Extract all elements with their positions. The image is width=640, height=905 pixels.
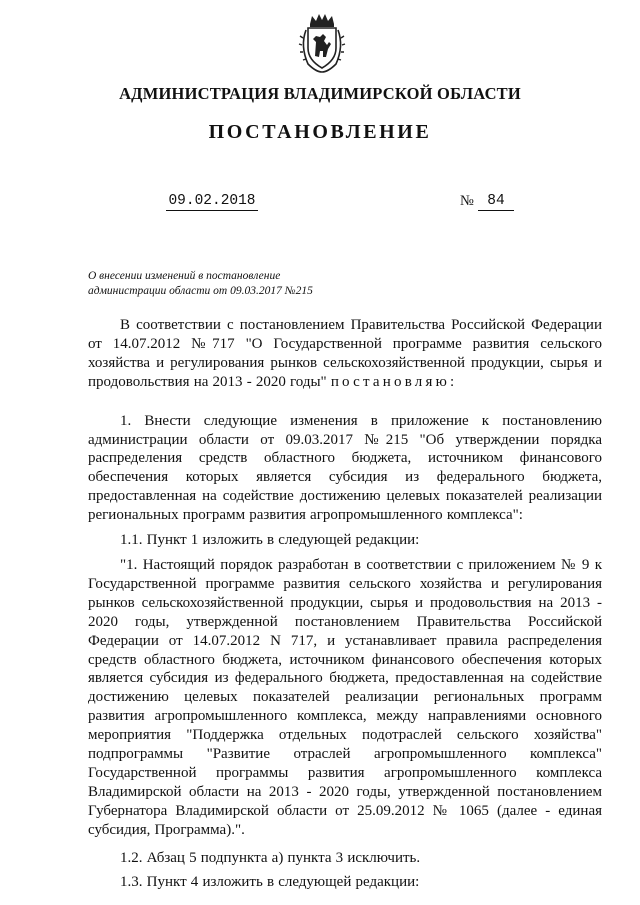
organization-name: АДМИНИСТРАЦИЯ ВЛАДИМИРСКОЙ ОБЛАСТИ <box>119 84 521 103</box>
document-type-title: ПОСТАНОВЛЕНИЕ <box>208 121 432 143</box>
document-number-label: № <box>460 193 474 209</box>
subject-line: администрации области от 09.03.2017 №215 <box>88 285 313 297</box>
decree-word: постановляю: <box>330 373 458 390</box>
item-1-1-text-paragraph: "1. Настоящий порядок разработан в соответствии с приложением № 9 к Государственной программе развития сельского хозяйства и регулирования рынков сельскохозяйственной продукции, сырья и продовольствия на 2013 - 2020 годы, утвержденной постановлением Правительства Российской Федерации от 14.07.2012 N 717, и устанавливает правила распределения средств областного бюджета, источником финансового обеспечения которых является субсидия из федерального бюджета, предоставленная на содействие достижению целевых показателей реализации региональных программ развития агропромышленного комплекса, между направлениями основного мероприятия "Поддержка отдельных подотраслей сельского хозяйства" подпрограммы "Развитие отраслей агропромышленного комплекса" Государственной программы развития агропромышленного комплекса Владимирской области на 2013 - 2020 годы, утвержденной постановлением Губернатора Владимирской области от 25.09.2012 № 1065 (далее - единая субсидия, Программа).". <box>88 556 602 838</box>
item-1-paragraph: 1. Внести следующие изменения в приложение к постановлению администрации области от 09.03.2017 №215 "Об утверждении порядка распределения средств областного бюджета, источником финансового обеспечения которых является субсидия из федерального бюджета, предоставленная на содействие достижению целевых показателей реализации региональных программ развития агропромышленного комплекса": <box>88 412 602 524</box>
document-number: 84 <box>478 193 514 211</box>
preamble-text: В соответствии с постановлением Правительства Российской Федерации от 14.07.2012 №717 "О Государственной программе развития сельского хозяйства и регулирования рынков сельскохозяйственной продукции, сырья и продовольствия на 2013 - 2020 годы" <box>88 317 602 390</box>
document-body <box>88 316 602 892</box>
document-subject <box>88 269 388 299</box>
subject-line: О внесении изменений в постановление <box>88 270 281 282</box>
document-date: 09.02.2018 <box>166 193 258 211</box>
coat-of-arms-icon <box>296 12 348 74</box>
item-1-2-paragraph: 1.2. Абзац 5 подпункта а) пункта 3 исключить. <box>120 849 421 866</box>
item-1-1-paragraph: 1.1. Пункт 1 изложить в следующей редакции: <box>120 532 420 549</box>
item-1-3-paragraph: 1.3. Пункт 4 изложить в следующей редакции: <box>120 874 420 891</box>
preamble-paragraph <box>88 316 602 392</box>
